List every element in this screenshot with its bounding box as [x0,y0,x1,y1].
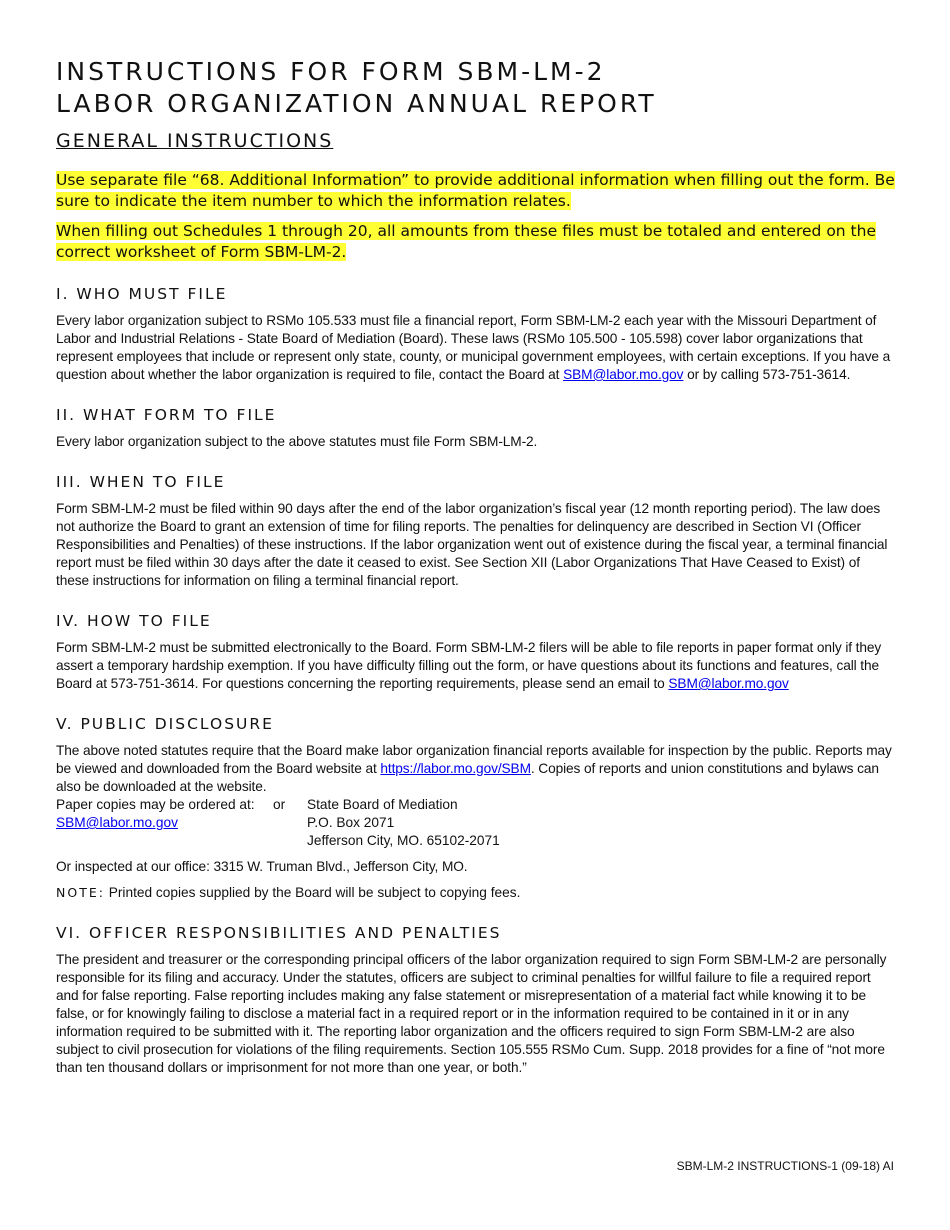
section-text-when-to-file: Form SBM-LM-2 must be filed within 90 days after the end of the labor organization’s fiscal year (12 month reporting period). The law does not authorize the Board to grant an extension of time for filing reports. The penalties for delinquency are described in Section VI (Officer Responsibilities and Penalties) of these instructions. If the labor organization went out of existence during the fiscal year, a terminal financial report must be filed within 30 days after the date it ceased to exist. See Section XII (Labor Organizations That Have Ceased to Exist) of these instructions for information on filing a terminal financial report. [56,501,888,588]
email-link[interactable]: SBM@labor.mo.gov [563,367,684,382]
section-heading-public-disclosure: V. PUBLIC DISCLOSURE [56,715,274,733]
email-link[interactable]: SBM@labor.mo.gov [668,676,789,691]
section-text-what-form: Every labor organization subject to the above statutes must file Form SBM-LM-2. [56,434,538,449]
office-location: Or inspected at our office: 3315 W. Truman Blvd., Jefferson City, MO. [56,859,468,874]
email-link[interactable]: SBM@labor.mo.gov [56,815,178,830]
section-heading-how-to-file: IV. HOW TO FILE [56,612,212,630]
section-text-public-disclosure: The above noted statutes require that the Board make labor organization financial reports available for inspection by the public. Reports may be viewed and downloaded from the Board website at https://labor.mo.gov/SBM. Copies of reports and union constitutions and bylaws can also be downloaded at the website. [56,743,892,794]
section-text-officer-responsibilities: The president and treasurer or the corresponding principal officers of the labor organization required to sign Form SBM-LM-2 are personally responsible for its filing and accuracy. Under the statutes, officers are subject to criminal penalties for willful failure to file a required report and for false reporting. False reporting includes making any false statement or misrepresentation of a material fact while knowing it to be false, or for knowingly failing to disclose a material fact in a required report or in the information required to be contained in it or in any information required to be submitted with it. The reporting labor organization and the officers required to sign Form SBM-LM-2 are also subject to civil prosecution for violations of the filing requirements. Section 105.555 RSMo Cum. Supp. 2018 provides for a fine of “not more than ten thousand dollars or imprisonment for not more than one year, or both.” [56,952,887,1075]
title-line-2: LABOR ORGANIZATION ANNUAL REPORT [56,89,657,118]
paper-copies-label: Paper copies may be ordered at: SBM@labor.mo.gov [56,797,255,830]
section-text-who-must-file: Every labor organization subject to RSMo 105.533 must file a financial report, Form SBM-LM-2 each year with the Missouri Department of Labor and Industrial Relations - State Board of Mediation (Board). These laws (RSMo 105.500 - 105.598) cover labor organizations that represent employees that include or represent only state, county, or municipal government employees, with certain exceptions. If you have a question about whether the labor organization is required to file, contact the Board at SBM@labor.mo.gov or by calling 573-751-3614. [56,313,891,382]
paper-copies-address [56,796,896,850]
general-instructions-heading: GENERAL INSTRUCTIONS [56,130,334,152]
section-heading-who-must-file: I. WHO MUST FILE [56,285,228,303]
section-heading-what-form: II. WHAT FORM TO FILE [56,406,277,424]
or-label: or [273,797,286,812]
note-label: NOTE: [56,885,105,900]
title-line-1: INSTRUCTIONS FOR FORM SBM-LM-2 [56,57,606,86]
section-heading-when-to-file: III. WHEN TO FILE [56,473,226,491]
section-heading-officer-responsibilities: VI. OFFICER RESPONSIBILITIES AND PENALTIES [56,924,502,942]
instructions-page [56,56,896,1077]
highlight-note-1: Use separate file “68. Additional Information” to provide additional information when filling out the form. Be sure to indicate the item number to which the information relates. [56,171,895,210]
section-text-how-to-file: Form SBM-LM-2 must be submitted electronically to the Board. Form SBM-LM-2 filers will be able to file reports in paper format only if they assert a temporary hardship exemption. If you have difficulty filling out the form, or have questions about its functions and features, call the Board at 573-751-3614. For questions concerning the reporting requirements, please send an email to SBM@labor.mo.gov [56,640,882,691]
highlight-note-2: When filling out Schedules 1 through 20, all amounts from these files must be totaled and entered on the correct worksheet of Form SBM-LM-2. [56,222,876,261]
website-link[interactable]: https://labor.mo.gov/SBM [380,761,531,776]
page-footer: SBM-LM-2 INSTRUCTIONS-1 (09-18) AI [676,1159,894,1173]
document-title [56,56,896,120]
copying-fee-note: NOTE: Printed copies supplied by the Board will be subject to copying fees. [56,885,521,900]
mailing-address: State Board of Mediation P.O. Box 2071 Jefferson City, MO. 65102-2071 [307,797,500,848]
